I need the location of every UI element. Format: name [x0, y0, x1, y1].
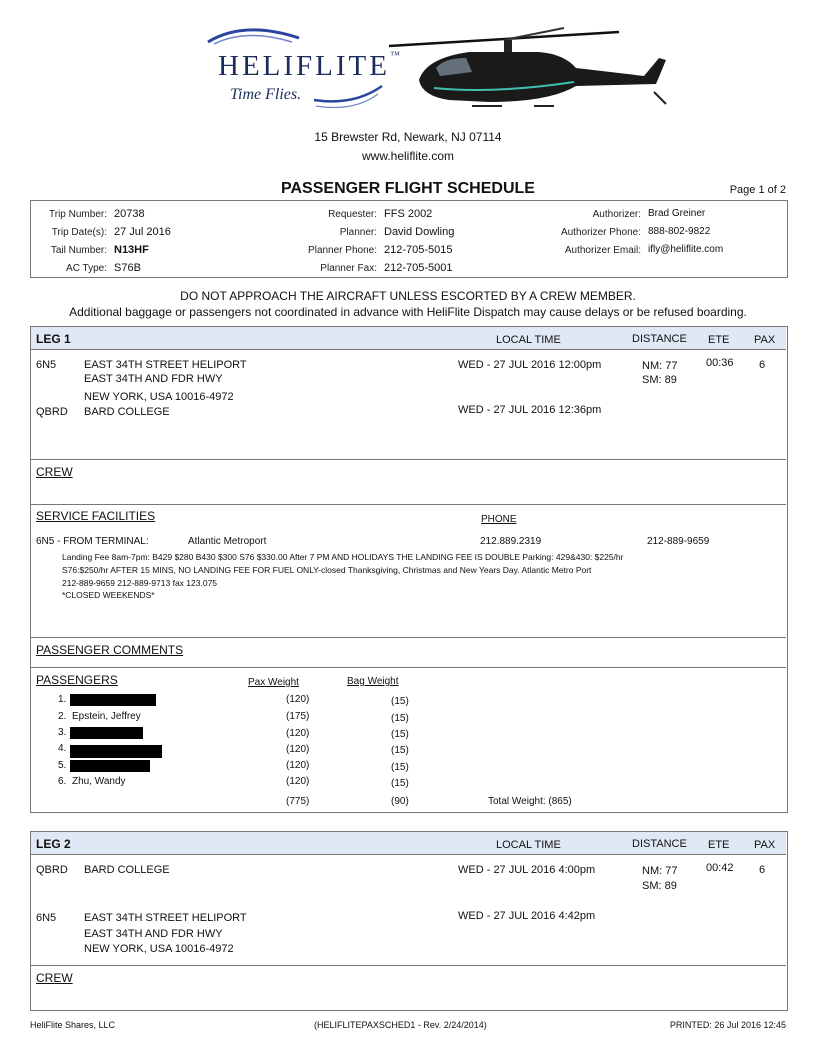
passenger-name: Epstein, Jeffrey — [72, 711, 141, 722]
trip-number: 20738 — [114, 208, 145, 220]
leg2-to-name: EAST 34TH STREET HELIPORT — [84, 912, 247, 924]
passenger-num: 1. — [58, 694, 67, 705]
authorizer-phone-label: Authorizer Phone: — [560, 227, 641, 238]
tail-number: N13HF — [114, 244, 149, 256]
leg1-ete: 00:36 — [706, 357, 734, 369]
redaction-bar — [70, 727, 143, 739]
pax-weight-heading: Pax Weight — [248, 677, 299, 688]
passenger-bag-weight: (15) — [391, 729, 409, 740]
leg2-col-ete: ETE — [708, 839, 730, 851]
planner-phone-label: Planner Phone: — [308, 245, 377, 256]
company-address: 15 Brewster Rd, Newark, NJ 07114 — [314, 130, 502, 144]
leg1-col-distance: DISTANCE — [632, 333, 687, 345]
leg1-to-code: QBRD — [36, 406, 68, 418]
passenger-pax-weight: (120) — [286, 694, 310, 705]
notice-line-1: DO NOT APPROACH THE AIRCRAFT UNLESS ESCORTED BY A CREW MEMBER. — [180, 289, 636, 303]
authorizer-label: Authorizer: — [592, 209, 641, 220]
service-notes-4: *CLOSED WEEKENDS* — [62, 590, 155, 600]
leg2-nm: NM: 77 — [642, 865, 678, 877]
passenger-comments-heading: PASSENGER COMMENTS — [36, 643, 184, 657]
total-bag-weight: (90) — [391, 796, 409, 807]
leg1-arrive-time: WED - 27 JUL 2016 12:36pm — [458, 404, 602, 416]
passenger-bag-weight: (15) — [391, 762, 409, 773]
leg1-sm: SM: 89 — [642, 374, 677, 386]
logo-tagline: Time Flies. — [230, 86, 302, 103]
logo-brand-text: HELIFLITE — [218, 50, 390, 82]
planner-fax-label: Planner Fax: — [320, 263, 377, 274]
passenger-bag-weight: (15) — [391, 745, 409, 756]
company-website: www.heliflite.com — [361, 149, 455, 163]
leg2-col-pax: PAX — [754, 839, 776, 851]
leg2-arrive-time: WED - 27 JUL 2016 4:42pm — [458, 910, 596, 922]
authorizer: Brad Greiner — [648, 208, 706, 219]
service-notes-1: Landing Fee 8am-7pm: B429 $280 B430 $300 S76 $330.00 After 7 PM AND HOLIDAYS THE LANDING FEE IS DOUBLE Parking: 429&430: $225/hr — [62, 552, 624, 562]
service-facilities-heading: SERVICE FACILITIES — [36, 509, 156, 523]
passenger-num: 5. — [58, 760, 67, 771]
redaction-bar — [70, 760, 150, 772]
passenger-pax-weight: (120) — [286, 744, 310, 755]
leg1-pax: 6 — [759, 359, 766, 371]
leg1-col-local-time: LOCAL TIME — [496, 334, 561, 346]
terminal-phone-2: 212-889-9659 — [647, 536, 710, 547]
leg2-sm: SM: 89 — [642, 880, 677, 892]
leg2-from-code: QBRD — [36, 864, 68, 876]
leg1-divider-comments — [31, 637, 786, 638]
ac-type: S76B — [114, 262, 141, 274]
authorizer-email[interactable]: ifly@heliflite.com — [648, 244, 724, 255]
leg2-to-addr1: EAST 34TH AND FDR HWY — [84, 928, 223, 940]
notice-line-2: Additional baggage or passengers not coordinated in advance with HeliFlite Dispatch may cause delays or be refused boarding. — [69, 305, 747, 319]
leg1-nm: NM: 77 — [642, 360, 678, 372]
passenger-pax-weight: (175) — [286, 711, 310, 722]
leg2-ete: 00:42 — [706, 862, 734, 874]
passenger-bag-weight: (15) — [391, 778, 409, 789]
passenger-num: 3. — [58, 727, 67, 738]
leg1-from-addr2: NEW YORK, USA 10016-4972 — [84, 391, 234, 403]
total-pax-weight: (775) — [286, 796, 310, 807]
footer-printed: PRINTED: 26 Jul 2016 12:45 — [669, 1020, 786, 1030]
planner-fax: 212-705-5001 — [384, 262, 453, 274]
leg1-from-addr1: EAST 34TH AND FDR HWY — [84, 373, 223, 385]
passenger-pax-weight: (120) — [286, 728, 310, 739]
leg1-from-name: EAST 34TH STREET HELIPORT — [84, 359, 247, 371]
requester: FFS 2002 — [384, 208, 433, 220]
leg2-pax: 6 — [759, 864, 766, 876]
bag-weight-heading: Bag Weight — [347, 676, 399, 687]
helicopter-icon — [389, 28, 666, 106]
leg1-to-name: BARD COLLEGE — [84, 406, 170, 418]
footer-company: HeliFlite Shares, LLC — [30, 1020, 116, 1030]
leg1-from-code: 6N5 — [36, 359, 57, 371]
ac-type-label: AC Type: — [66, 263, 107, 274]
passengers-heading: PASSENGERS — [36, 673, 118, 687]
service-phone-heading: PHONE — [481, 514, 517, 525]
trip-dates: 27 Jul 2016 — [114, 226, 171, 238]
passenger-bag-weight: (15) — [391, 696, 409, 707]
page-number: Page 1 of 2 — [729, 184, 786, 196]
tail-number-label: Tail Number: — [50, 245, 107, 256]
leg1-col-ete: ETE — [708, 334, 730, 346]
requester-label: Requester: — [328, 209, 377, 220]
passenger-pax-weight: (120) — [286, 776, 310, 787]
planner-label: Planner: — [339, 227, 377, 238]
leg1-title: LEG 1 — [36, 332, 71, 346]
leg1-divider-service — [31, 504, 786, 505]
leg2-from-name: BARD COLLEGE — [84, 864, 170, 876]
terminal-name: Atlantic Metroport — [188, 536, 267, 547]
terminal-phone-1: 212.889.2319 — [480, 536, 542, 547]
trip-dates-label: Trip Date(s): — [51, 227, 107, 238]
service-notes-3: 212-889-9659 212-889-9713 fax 123.075 — [62, 578, 218, 588]
passenger-num: 2. — [58, 711, 67, 722]
service-notes-2: S76:$250/hr AFTER 15 MINS, NO LANDING FEE FOR FUEL ONLY-closed Thanksgiving, Christmas and New Years Day. Atlantic Metro Port — [62, 565, 592, 575]
logo-tm: ™ — [389, 50, 400, 61]
leg1-col-pax: PAX — [754, 334, 776, 346]
leg1-crew-heading: CREW — [36, 465, 73, 479]
passenger-num: 4. — [58, 743, 67, 754]
leg2-to-addr2: NEW YORK, USA 10016-4972 — [84, 943, 234, 955]
total-weight: Total Weight: (865) — [488, 796, 572, 807]
logo — [204, 20, 678, 120]
authorizer-email-label: Authorizer Email: — [564, 245, 641, 256]
leg2-divider-crew — [31, 965, 786, 966]
leg2-to-code: 6N5 — [36, 912, 57, 924]
passenger-pax-weight: (120) — [286, 760, 310, 771]
planner-phone: 212-705-5015 — [384, 244, 453, 256]
passenger-bag-weight: (15) — [391, 713, 409, 724]
redaction-bar — [70, 745, 162, 758]
leg1-divider-passengers — [31, 667, 786, 668]
leg2-title: LEG 2 — [36, 837, 71, 851]
passenger-num: 6. — [58, 776, 67, 787]
leg2-col-local-time: LOCAL TIME — [496, 839, 561, 851]
page-title: PASSENGER FLIGHT SCHEDULE — [281, 180, 535, 197]
planner: David Dowling — [384, 226, 455, 238]
authorizer-phone: 888-802-9822 — [648, 226, 711, 237]
trip-number-label: Trip Number: — [49, 209, 107, 220]
leg1-depart-time: WED - 27 JUL 2016 12:00pm — [458, 359, 602, 371]
logo-brand — [218, 50, 400, 83]
leg1-divider-crew — [31, 459, 786, 460]
passenger-name: Zhu, Wandy — [72, 776, 126, 787]
redaction-bar — [70, 694, 156, 706]
footer-form-id: (HELIFLITEPAXSCHED1 - Rev. 2/24/2014) — [314, 1020, 487, 1030]
leg2-col-distance: DISTANCE — [632, 838, 687, 850]
leg2-depart-time: WED - 27 JUL 2016 4:00pm — [458, 864, 596, 876]
terminal-label: 6N5 - FROM TERMINAL: — [36, 536, 149, 547]
leg2-crew-heading: CREW — [36, 971, 73, 985]
